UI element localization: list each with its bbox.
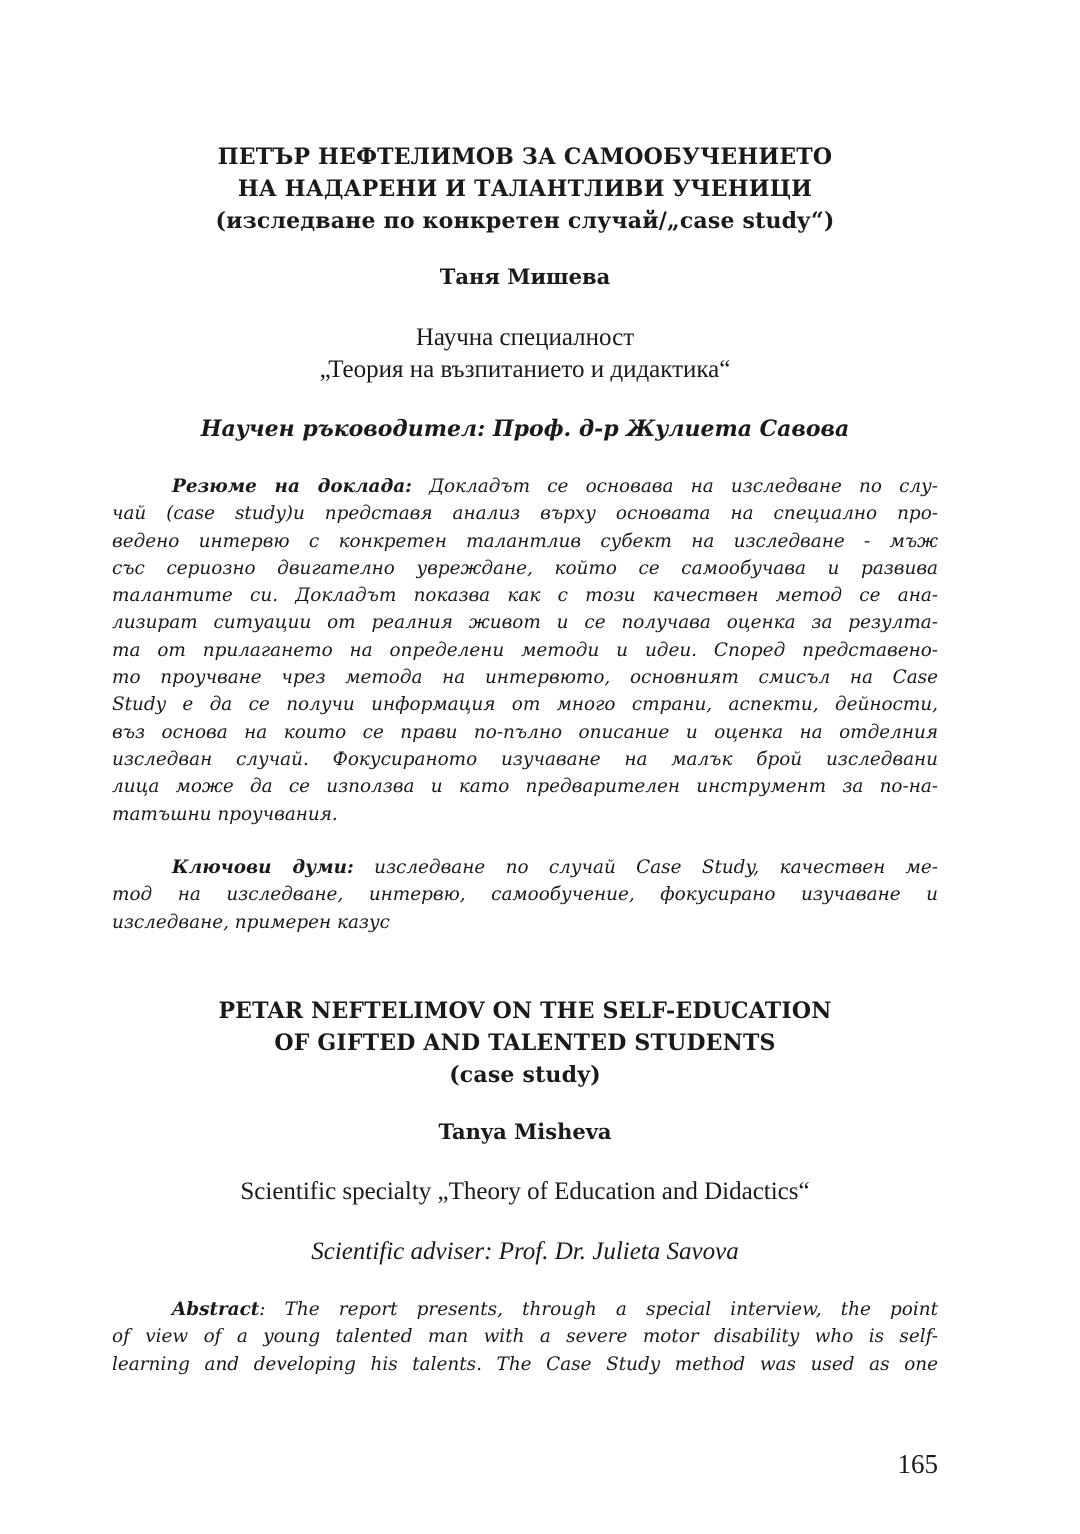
bg-abstract-line: Study е да се получи информация от много страни, аспекти, дейности, xyxy=(112,694,938,716)
bg-title-line-1: ПЕТЪР НЕФТЕЛИМОВ ЗА САМООБУЧЕНИЕТО xyxy=(217,144,833,170)
bg-keywords-line: Ключови думи: изследване по случай Case Study, качествен ме- xyxy=(172,857,938,878)
en-abstract xyxy=(112,1296,938,1378)
en-abstract-lead: Abstract xyxy=(172,1299,260,1320)
bg-specialty xyxy=(112,322,938,386)
bg-abstract-line: талантите си. Докладът показва как с този качествен метод се ана- xyxy=(112,585,938,607)
bg-abstract-line: лица може да се използва и като предварителен инструмент за по-на- xyxy=(112,776,938,798)
bg-title xyxy=(112,141,938,237)
en-abstract-line: of view of a young talented man with a severe motor disability who is self- xyxy=(112,1326,938,1348)
bg-abstract-lead: Резюме на доклада: xyxy=(172,476,412,497)
bg-specialty-line-2: „Теория на възпитанието и дидактика“ xyxy=(319,356,731,383)
en-title-line-2: OF GIFTED AND TALENTED STUDENTS xyxy=(274,1030,776,1056)
bg-title-line-2: НА НАДАРЕНИ И ТАЛАНТЛИВИ УЧЕНИЦИ xyxy=(237,176,813,202)
bg-keywords xyxy=(112,854,938,936)
bg-abstract-line: та от прилагането на определени методи и идеи. Според представено- xyxy=(112,639,938,661)
en-supervisor: Scientific adviser: Prof. Dr. Julieta Savova xyxy=(311,1238,739,1265)
bg-abstract-line: лизират ситуации от реалния живот и се получава оценка за резулта- xyxy=(112,612,938,634)
bg-abstract-line: татъшни проучвания. xyxy=(112,803,338,825)
en-abstract-line: learning and developing his talents. The Case Study method was used as one xyxy=(112,1353,938,1375)
bg-abstract xyxy=(112,473,938,828)
bg-abstract-line: Резюме на доклада: Докладът се основава на изследване по слу- xyxy=(172,476,938,497)
en-title xyxy=(112,995,938,1091)
en-abstract-line: Abstract: The report presents, through a special interview, the point xyxy=(172,1299,938,1320)
bg-abstract-line: със сериозно двигателно увреждане, който се самообучава и развива xyxy=(112,557,938,579)
en-title-line-1: PETAR NEFTELIMOV ON THE SELF-EDUCATION xyxy=(218,998,832,1024)
bg-keywords-line: тод на изследване, интервю, самообучение, фокусирано изучаване и xyxy=(112,884,938,906)
page-number: 165 xyxy=(897,1449,938,1479)
bg-abstract-line: то проучване чрез метода на интервюто, основният смисъл на Case xyxy=(112,667,938,689)
bg-abstract-line: ведено интервю с конкретен талантлив субект на изследване - мъж xyxy=(112,530,938,552)
bg-abstract-line: чай (case study)и представя анализ върху основата на специално про- xyxy=(112,503,938,525)
bg-specialty-line-1: Научна специалност xyxy=(415,324,635,351)
bg-supervisor: Научен ръководител: Проф. д-р Жулиета Савова xyxy=(200,416,850,442)
en-author: Tanya Misheva xyxy=(438,1119,612,1144)
bg-abstract-line: въз основа на които се прави по-пълно описание и оценка на отделния xyxy=(112,721,938,743)
en-specialty: Scientific specialty „Theory of Education and Didactics“ xyxy=(240,1178,810,1205)
bg-keywords-line: изследване, примерен казус xyxy=(112,911,390,933)
bg-abstract-line: изследван случай. Фокусираното изучаване на малък брой изследвани xyxy=(112,748,938,770)
en-title-line-3: (case study) xyxy=(449,1062,601,1088)
bg-keywords-lead: Ключови думи: xyxy=(172,857,354,878)
bg-title-line-3: (изследване по конкретен случай/„case study“) xyxy=(215,208,835,234)
bg-author: Таня Мишева xyxy=(439,264,611,289)
